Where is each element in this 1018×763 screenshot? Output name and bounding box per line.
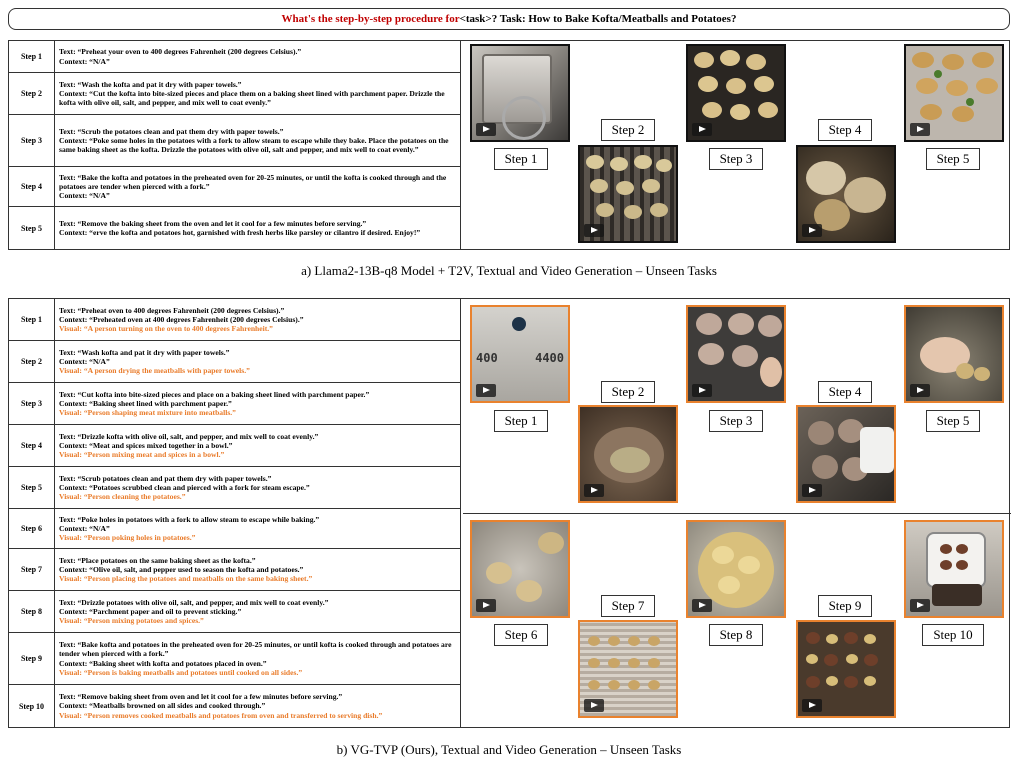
play-icon[interactable]	[692, 384, 712, 397]
step-text: Text: “Scrub the potatoes clean and pat them dry with paper towels.”	[59, 126, 284, 136]
table-row	[9, 207, 460, 249]
step-label-cell: Step 3	[9, 383, 55, 424]
question-prefix: What's the step-by-step procedure for	[281, 13, 460, 25]
step-label-cell: Step 3	[9, 115, 55, 166]
step-text-cell	[55, 383, 460, 424]
step-text-cell	[55, 633, 460, 684]
video-thumbnail-a5[interactable]	[904, 44, 1004, 142]
step-label-a3: Step 3	[709, 148, 763, 170]
panel-a-caption: a) Llama2-13B-q8 Model + T2V, Textual and Video Generation – Unseen Tasks	[301, 263, 717, 278]
step-context: Context: “N/A”	[59, 523, 110, 533]
step-label-b3: Step 3	[709, 410, 763, 432]
step-label-b9: Step 9	[818, 595, 872, 617]
step-context: Context: “Poke some holes in the potatoes with a fork to allow steam to escape while they bake. Place the potatoes on the same baking sheet as the kofta. Drizzle the potatoes with olive oil, salt and pepper, and mix well to coat evenly.”	[59, 135, 449, 155]
play-icon[interactable]	[692, 599, 712, 612]
video-thumbnail-b6[interactable]	[470, 520, 570, 618]
step-text: Text: “Scrub potatoes clean and pat them dry with paper towels.”	[59, 473, 272, 483]
step-context: Context: “Potatoes scrubbed clean and pierced with a fork for steam escape.”	[59, 482, 310, 492]
step-text: Text: “Wash the kofta and pat it dry with paper towels.”	[59, 79, 242, 89]
play-icon[interactable]	[476, 599, 496, 612]
step-visual: Visual: “Person shaping meat mixture into meatballs.”	[59, 408, 236, 418]
play-icon[interactable]	[910, 384, 930, 397]
table-row	[9, 383, 460, 425]
table-row	[9, 41, 460, 73]
step-context: Context: “erve the kofta and potatoes hot, garnished with fresh herbs like parsley or cilantro if desired. Enjoy!”	[59, 228, 421, 237]
step-label-cell: Step 6	[9, 509, 55, 548]
step-label-cell: Step 4	[9, 425, 55, 466]
table-row	[9, 467, 460, 509]
step-text-cell	[55, 115, 460, 166]
step-label-b4: Step 4	[818, 381, 872, 403]
step-label-b2: Step 2	[601, 381, 655, 403]
video-thumbnail-b7[interactable]	[578, 620, 678, 718]
step-text-cell	[55, 591, 460, 632]
video-thumbnail-b2[interactable]	[578, 405, 678, 503]
play-icon[interactable]	[802, 699, 822, 712]
step-text-cell	[55, 425, 460, 466]
step-text-cell	[55, 41, 460, 72]
table-row	[9, 425, 460, 467]
step-text: Text: “Wash kofta and pat it dry with paper towels.”	[59, 347, 230, 357]
task-question-header	[8, 8, 1010, 30]
panel-b-caption: b) VG-TVP (Ours), Textual and Video Generation – Unseen Tasks	[336, 742, 682, 757]
video-thumbnail-a4[interactable]	[796, 145, 896, 243]
step-text: Text: “Drizzle potatoes with olive oil, salt, and pepper, and mix well to coat evenly.”	[59, 597, 329, 607]
table-row	[9, 633, 460, 685]
video-thumbnail-b4[interactable]	[796, 405, 896, 503]
step-text: Text: “Bake the kofta and potatoes in the preheated oven for 20-25 minutes, or until the kofta is cooked through and the potatoes are tender when pierced with a fork.”	[59, 172, 447, 191]
play-icon[interactable]	[476, 384, 496, 397]
step-label-cell: Step 5	[9, 467, 55, 508]
step-context: Context: “Olive oil, salt, and pepper used to season the kofta and potatoes.”	[59, 564, 304, 574]
video-thumbnail-a3[interactable]	[686, 44, 786, 142]
step-visual: Visual: “A person drying the meatballs with paper towels.”	[59, 366, 250, 376]
play-icon[interactable]	[802, 224, 822, 237]
step-visual: Visual: “Person mixing potatoes and spices.”	[59, 616, 204, 626]
panel-b-step-table	[9, 299, 461, 727]
video-thumbnail-b8[interactable]	[686, 520, 786, 618]
step-label-cell: Step 1	[9, 41, 55, 72]
step-label-cell: Step 9	[9, 633, 55, 684]
step-label-b10: Step 10	[922, 624, 984, 646]
step-visual: Visual: “Person placing the potatoes and meatballs on the same baking sheet.”	[59, 574, 313, 584]
step-visual: Visual: “Person cleaning the potatoes.”	[59, 492, 186, 502]
video-thumbnail-b1[interactable]	[470, 305, 570, 403]
step-text-cell	[55, 207, 460, 249]
play-icon[interactable]	[584, 699, 604, 712]
panel-a-step-table	[9, 41, 461, 249]
play-icon[interactable]	[910, 599, 930, 612]
step-label-b8: Step 8	[709, 624, 763, 646]
step-label-cell: Step 2	[9, 341, 55, 382]
step-label-cell: Step 7	[9, 549, 55, 590]
step-label-b1: Step 1	[494, 410, 548, 432]
video-thumbnail-a1[interactable]	[470, 44, 570, 142]
table-row	[9, 685, 460, 727]
step-text: Text: “Cut kofta into bite-sized pieces and place on a baking sheet lined with parchment paper.”	[59, 389, 370, 399]
video-thumbnail-b9[interactable]	[796, 620, 896, 718]
step-text: Text: “Preheat your oven to 400 degrees Fahrenheit (200 degrees Celsius).”	[59, 47, 302, 57]
step-text: Text: “Remove the baking sheet from the oven and let it cool for a few minutes before serving.”	[59, 218, 367, 228]
play-icon[interactable]	[910, 123, 930, 136]
step-label-cell: Step 8	[9, 591, 55, 632]
step-context: Context: “Preheated oven at 400 degrees Fahrenheit (200 degrees Celsius).”	[59, 314, 304, 324]
step-text: Text: “Place potatoes on the same baking sheet as the kofta.”	[59, 555, 256, 565]
step-text-cell	[55, 509, 460, 548]
table-row	[9, 591, 460, 633]
task-token: <task>	[459, 13, 492, 25]
step-context: Context: “Meatballs browned on all sides and cooked through.”	[59, 701, 266, 711]
step-text: Text: “Drizzle kofta with olive oil, salt, and pepper, and mix well to coat evenly.”	[59, 431, 319, 441]
table-row	[9, 341, 460, 383]
step-text: Text: “Remove baking sheet from oven and let it cool for a few minutes before serving.”	[59, 692, 343, 702]
step-context: Context: “Baking sheet lined with parchment paper.”	[59, 398, 232, 408]
step-label-a2: Step 2	[601, 119, 655, 141]
step-text-cell	[55, 167, 460, 206]
question-suffix: ? Task: How to Bake Kofta/Meatballs and Potatoes?	[491, 13, 737, 25]
step-text: Text: “Preheat oven to 400 degrees Fahrenheit (200 degrees Celsius).”	[59, 305, 285, 315]
table-row	[9, 73, 460, 115]
step-visual: Visual: “Person removes cooked meatballs and potatoes from oven and transferred to serving dish.”	[59, 710, 383, 720]
step-label-cell: Step 4	[9, 167, 55, 206]
step-context: Context: “Parchment paper and oil to prevent sticking.”	[59, 606, 242, 616]
image-grid-divider	[463, 513, 1011, 514]
step-text-cell	[55, 549, 460, 590]
step-visual: Visual: “A person turning on the oven to 400 degrees Fahrenheit.”	[59, 324, 273, 334]
step-context: Context: “Meat and spices mixed together in a bowl.”	[59, 440, 233, 450]
play-icon[interactable]	[584, 224, 604, 237]
table-row	[9, 549, 460, 591]
step-label-b7: Step 7	[601, 595, 655, 617]
step-label-b5: Step 5	[926, 410, 980, 432]
step-text: Text: “Poke holes in potatoes with a fork to allow steam to escape while baking.”	[59, 514, 320, 524]
step-text-cell	[55, 299, 460, 340]
step-visual: Visual: “Person is baking meatballs and potatoes until cooked on all sides.”	[59, 667, 303, 677]
step-text: Text: “Bake kofta and potatoes in the preheated oven for 20-25 minutes, or until kofta is cooked through and potatoes are tender when pierced with a fork.”	[59, 640, 452, 659]
step-label-cell: Step 2	[9, 73, 55, 114]
step-label-a1: Step 1	[494, 148, 548, 170]
step-label-cell: Step 10	[9, 685, 55, 727]
table-row	[9, 509, 460, 549]
step-context: Context: “N/A”	[59, 356, 110, 366]
oven-display-right: 4400	[535, 351, 564, 365]
step-label-cell: Step 1	[9, 299, 55, 340]
step-context: Context: “N/A”	[59, 56, 110, 66]
step-context: Context: “Baking sheet with kofta and potatoes placed in oven.”	[59, 658, 267, 668]
video-thumbnail-b5[interactable]	[904, 305, 1004, 403]
step-context: Context: “N/A”	[59, 191, 110, 201]
step-text-cell	[55, 685, 460, 727]
step-label-a4: Step 4	[818, 119, 872, 141]
oven-display-left: 400	[476, 351, 498, 365]
step-visual: Visual: “Person mixing meat and spices in a bowl.”	[59, 450, 225, 460]
step-context: Context: “Cut the kofta into bite-sized pieces and place them on a baking sheet lined with parchment paper. Drizzle the kofta with olive oil, salt, and pepper, and mix well to coat evenly.”	[59, 88, 445, 108]
table-row	[9, 115, 460, 167]
oven-display	[472, 351, 568, 369]
table-row	[9, 299, 460, 341]
table-row	[9, 167, 460, 207]
step-label-a5: Step 5	[926, 148, 980, 170]
video-thumbnail-a2[interactable]	[578, 145, 678, 243]
play-icon[interactable]	[692, 123, 712, 136]
play-icon[interactable]	[476, 123, 496, 136]
play-icon[interactable]	[584, 484, 604, 497]
video-thumbnail-b3[interactable]	[686, 305, 786, 403]
step-text-cell	[55, 341, 460, 382]
play-icon[interactable]	[802, 484, 822, 497]
step-label-cell: Step 5	[9, 207, 55, 249]
step-label-b6: Step 6	[494, 624, 548, 646]
step-visual: Visual: “Person poking holes in potatoes.”	[59, 533, 196, 543]
video-thumbnail-b10[interactable]	[904, 520, 1004, 618]
step-text-cell	[55, 467, 460, 508]
step-text-cell	[55, 73, 460, 114]
